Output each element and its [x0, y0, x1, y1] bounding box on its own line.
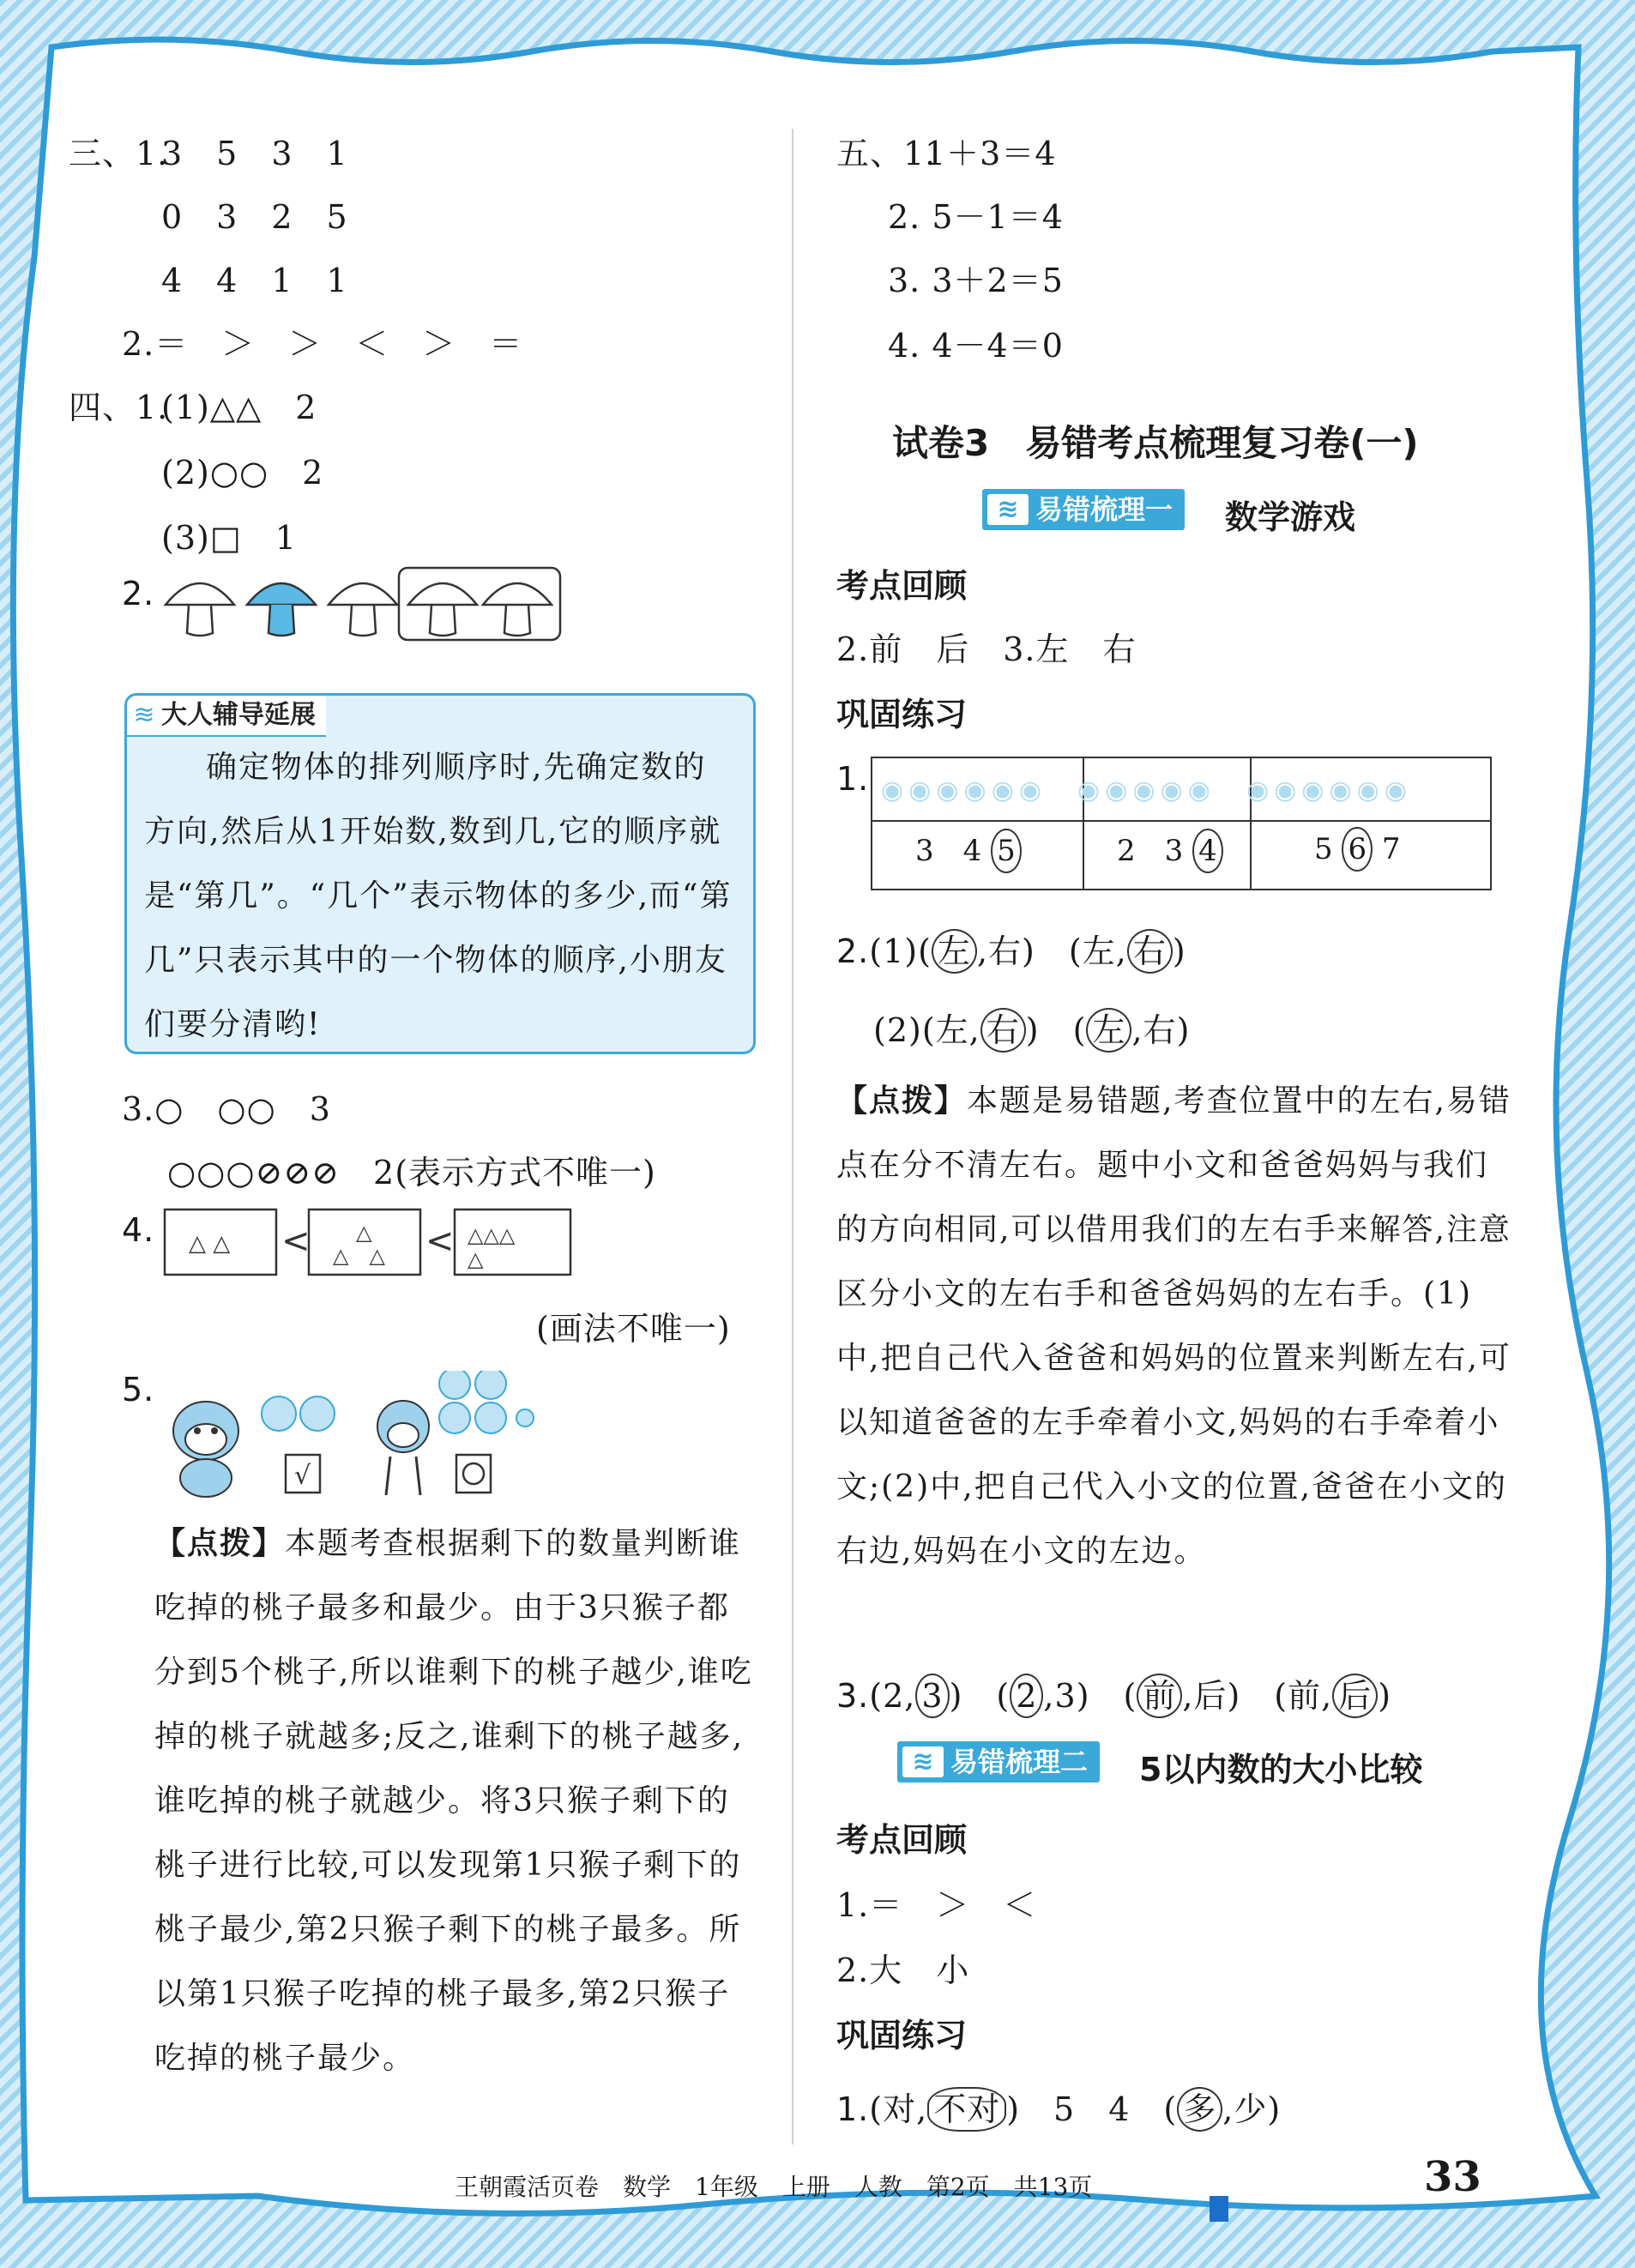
- table-cell-3: 5 6 7: [1314, 827, 1401, 872]
- tip-box: [124, 693, 756, 1054]
- banner-2-label: 易错梳理二: [950, 1746, 1089, 1778]
- mushroom-icon: [329, 583, 397, 636]
- section3-label: 三、1.: [69, 135, 169, 172]
- ordering-table: [871, 757, 1492, 890]
- wave-icon: ≋: [902, 1746, 944, 1777]
- section3-row2: 0 3 2 5: [161, 198, 348, 236]
- section5-item4: 4. 4－4＝0: [888, 327, 1064, 365]
- crossed-circles: ⊘⊘⊘: [255, 1154, 341, 1191]
- dianbo-text: 本题是易错题,考查位置中的左右,易错点在分不清左右。题中小文和爸爸妈妈与我们的方向相同,可以借用我们的左右手来解答,注意区分小文的左右手和爸爸妈妈的左右手。(1)中,把自己代入爸爸和妈妈的位置来判断左右,可以知道爸爸的左手牵着小文,妈妈的右手牵着小文;(2)中,把自己代入小文的位置,爸爸在小文的右边,妈妈在小文的左边。: [836, 1083, 1511, 1569]
- mushroom-row: [161, 566, 564, 643]
- practice-heading-2: 巩固练习: [836, 2017, 968, 2054]
- review2-answer-2: 2.大 小: [836, 1951, 970, 1989]
- q4-label: 4.: [122, 1211, 155, 1249]
- mushroom-icon: [408, 583, 477, 636]
- left-dianbo: [154, 1511, 755, 2090]
- review-heading-2: 考点回顾: [836, 1821, 968, 1859]
- practice-heading-1: 巩固练习: [836, 696, 968, 733]
- svg-text:△: △: [356, 1221, 372, 1245]
- peach-icon: [262, 1396, 335, 1431]
- banner-2: [897, 1741, 1100, 1782]
- review-answer-1: 2.前 后 3.左 右: [836, 630, 1137, 668]
- answer-box-2: [456, 1455, 491, 1493]
- page-number: 33: [1424, 2153, 1481, 2201]
- q5-label: 5.: [122, 1371, 155, 1408]
- table-cell-1: 3 4 5: [915, 827, 1022, 873]
- section4-label: 四、1.: [69, 389, 169, 426]
- svg-text:△: △: [468, 1247, 484, 1271]
- banner-2-title: 5以内数的大小比较: [1139, 1751, 1423, 1788]
- monkey-icon: [173, 1402, 238, 1497]
- dianbo-tag: 【点拨】: [836, 1083, 968, 1119]
- mushroom-icon: [483, 583, 552, 636]
- dianbo-text: 本题考查根据剩下的数量判断谁吃掉的桃子最多和最少。由于3只猴子都分到5个桃子,所以谁剩下的桃子越少,谁吃掉的桃子就越多;反之,谁剩下的桃子越多,谁吃掉的桃子就越少。将3只猴子剩下的桃子进行比较,可以发现第1只猴子剩下的桃子最少,第2只猴子剩下的桃子最多。所以第1只猴子吃掉的桃子最多,第2只猴子吃掉的桃子最少。: [154, 1526, 753, 2076]
- tip-title: 大人辅导延展: [161, 700, 316, 730]
- section4-item2: (2)○○ 2: [161, 454, 324, 492]
- svg-text:△ △: △ △: [333, 1244, 385, 1268]
- section5-item1: 1＋3＝4: [925, 135, 1057, 172]
- triangle-comparison: [163, 1201, 588, 1278]
- check-mark: √: [294, 1461, 311, 1491]
- section3-row3: 4 4 1 1: [161, 262, 348, 299]
- monkeys-illustration: [159, 1371, 536, 1499]
- q3-circles: ○○○: [167, 1154, 256, 1191]
- p1-label: 1.: [836, 760, 870, 798]
- cup-icons-row: ◉◉◉◉◉◉ ◉◉◉◉◉ ◉◉◉◉◉◉: [881, 775, 1413, 805]
- q3-line2: [167, 1146, 656, 1193]
- tip-text: 确定物体的排列顺序时,先确定数的方向,然后从1开始数,数到几,它的顺序就是“第几”。“几个”表示物体的多少,而“第几”只表示其中的一个物体的顺序,小朋友们要分清哟!: [144, 750, 733, 1042]
- footer-text: 王朝霞活页卷 数学 1年级 上册 人教 第2页 共13页: [455, 2173, 1093, 2201]
- p2-line1: 2.(1)( 左 ,右) (左, 右 ): [836, 925, 1186, 974]
- section4-item3: (3)□ 1: [161, 519, 297, 557]
- p2-line2: (2)(左, 右 ) ( 左 ,右): [873, 1004, 1190, 1053]
- monkey-icon: [377, 1401, 429, 1495]
- page-marker-tab: [1210, 2196, 1228, 2222]
- section4-item1: (1)△△ 2: [161, 389, 317, 426]
- peach-icon: [439, 1371, 534, 1433]
- paper-title: 试卷3 易错考点梳理复习卷(一): [892, 422, 1419, 464]
- banner-1-label: 易错梳理一: [1035, 493, 1173, 526]
- q3-note: 2(表示方式不唯一): [373, 1154, 656, 1191]
- wave-icon: ≋: [987, 494, 1029, 525]
- banner-1-title: 数学游戏: [1225, 498, 1356, 536]
- q4-note: (画法不唯一): [536, 1310, 731, 1348]
- svg-text:△△△: △△△: [468, 1223, 516, 1247]
- table-cell-2: 2 3 4: [1117, 827, 1223, 873]
- svg-text:<: <: [425, 1221, 455, 1261]
- right-dianbo: [836, 1069, 1514, 1583]
- section3-row1: 3 5 3 1: [161, 135, 348, 172]
- dianbo-tag: 【点拨】: [154, 1526, 286, 1561]
- tip-header: [127, 696, 326, 737]
- mushroom-icon: [247, 583, 316, 636]
- banner-1: [982, 489, 1185, 530]
- p4-line: 1.(对, 不对 ) 5 4 ( 多 ,少): [836, 2083, 1281, 2132]
- review2-answer-1: 1.＝ ＞ ＜: [836, 1886, 1037, 1924]
- svg-text:△ △: △ △: [189, 1231, 231, 1257]
- svg-text:<: <: [281, 1221, 311, 1261]
- review-heading-1: 考点回顾: [836, 567, 968, 605]
- q3-line1: 3.○ ○○ 3: [122, 1090, 331, 1128]
- p3-line: 3.(2, 3 ) ( 2 ,3) ( 前 ,后) (前, 后 ): [836, 1669, 1391, 1718]
- section5-label: 五、1.: [836, 135, 937, 172]
- section5-item3: 3. 3＋2＝5: [888, 262, 1064, 299]
- section5-item2: 2. 5－1＝4: [888, 198, 1064, 236]
- section3-q2: 2.＝ ＞ ＞ ＜ ＞ ＝: [122, 325, 523, 363]
- mushroom-icon: [166, 583, 234, 636]
- wave-icon: ≋: [133, 700, 155, 730]
- section4-q2-label: 2.: [122, 575, 155, 612]
